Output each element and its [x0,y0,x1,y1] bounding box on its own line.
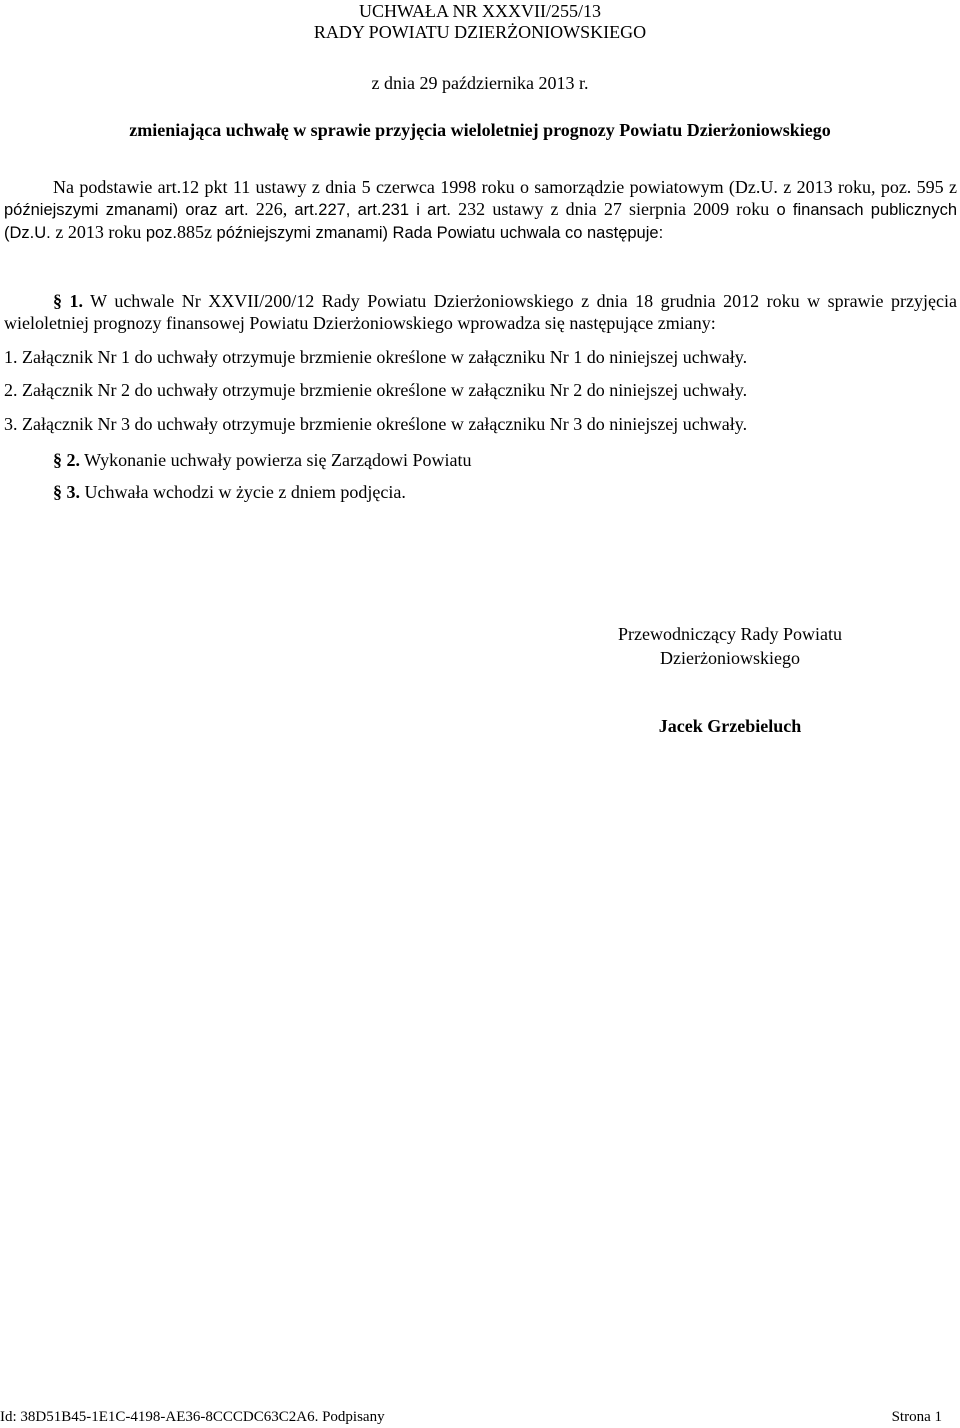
preamble-part-4: art.227, art.231 i art. [294,201,452,219]
preamble-part-3: 226, [248,199,295,219]
list-item: 3. Załącznik Nr 3 do uchwały otrzymuje brzmienie określone w załączniku Nr 3 do niniejszej uchwały. [4,414,748,434]
preamble-part-9: 885z [177,222,217,242]
section-3-text: Uchwała wchodzi w życie z dniem podjęcia. [80,482,406,502]
list-item: 2. Załącznik Nr 2 do uchwały otrzymuje brzmienie określone w załączniku Nr 2 do niniejszej uchwały. [4,380,748,400]
document-id: Id: 38D51B45-1E1C-4198-AE36-8CCCDC63C2A6. Podpisany [0,1409,385,1425]
section-3 [53,481,406,503]
preamble-part-6: o finansach publicznych (Dz.U. [4,201,957,242]
resolution-date: z dnia 29 października 2013 r. [371,73,589,93]
signatory-name: Jacek Grzebieluch [658,716,802,736]
resolution-number: UCHWAŁA NR XXXVII/255/13 [359,1,601,21]
list-item: 1. Załącznik Nr 1 do uchwały otrzymuje brzmienie określone w załączniku Nr 1 do niniejszej uchwały. [4,347,748,367]
section-1-mark: § 1. [53,291,83,311]
preamble-part-10: późniejszymi zmanami) Rada Powiatu uchwala co następuje: [216,224,664,242]
council-name: RADY POWIATU DZIERŻONIOWSKIEGO [313,22,647,42]
section-2-mark: § 2. [53,450,80,470]
resolution-subject: zmieniająca uchwałę w sprawie przyjęcia wieloletniej prognozy Powiatu Dzierżoniowskiego [129,120,831,140]
preamble-text [4,176,957,244]
signatory-role-line-1: Przewodniczący Rady Powiatu [618,624,842,644]
preamble-part-1: Na podstawie art.12 pkt 11 ustawy z dnia 5 czerwca 1998 roku o samorządzie powiatowym (Dz.U. z 2013 roku, poz. 595 z [53,177,957,197]
preamble-part-5: 232 ustawy z dnia 27 sierpnia 2009 roku [451,199,777,219]
section-2-text: Wykonanie uchwały powierza się Zarządowi Powiatu [80,450,472,470]
page-number: Strona 1 [891,1409,942,1425]
preamble-part-7: z 2013 roku [55,222,146,242]
section-1 [4,290,957,334]
section-2 [53,449,471,471]
preamble-part-8: poz. [145,224,178,242]
section-3-mark: § 3. [53,482,80,502]
signatory-role [580,622,880,670]
preamble-part-2: późniejszymi zmanami) oraz art. [4,201,249,219]
preamble [4,176,957,244]
section-1-text: W uchwale Nr XXVII/200/12 Rady Powiatu Dzierżoniowskiego z dnia 18 grudnia 2012 roku w sprawie przyjęcia wieloletniej prognozy finansowej Powiatu Dzierżoniowskiego wprowadza się następujące zmiany: [4,291,957,333]
signatory-role-line-2: Dzierżoniowskiego [660,648,800,668]
